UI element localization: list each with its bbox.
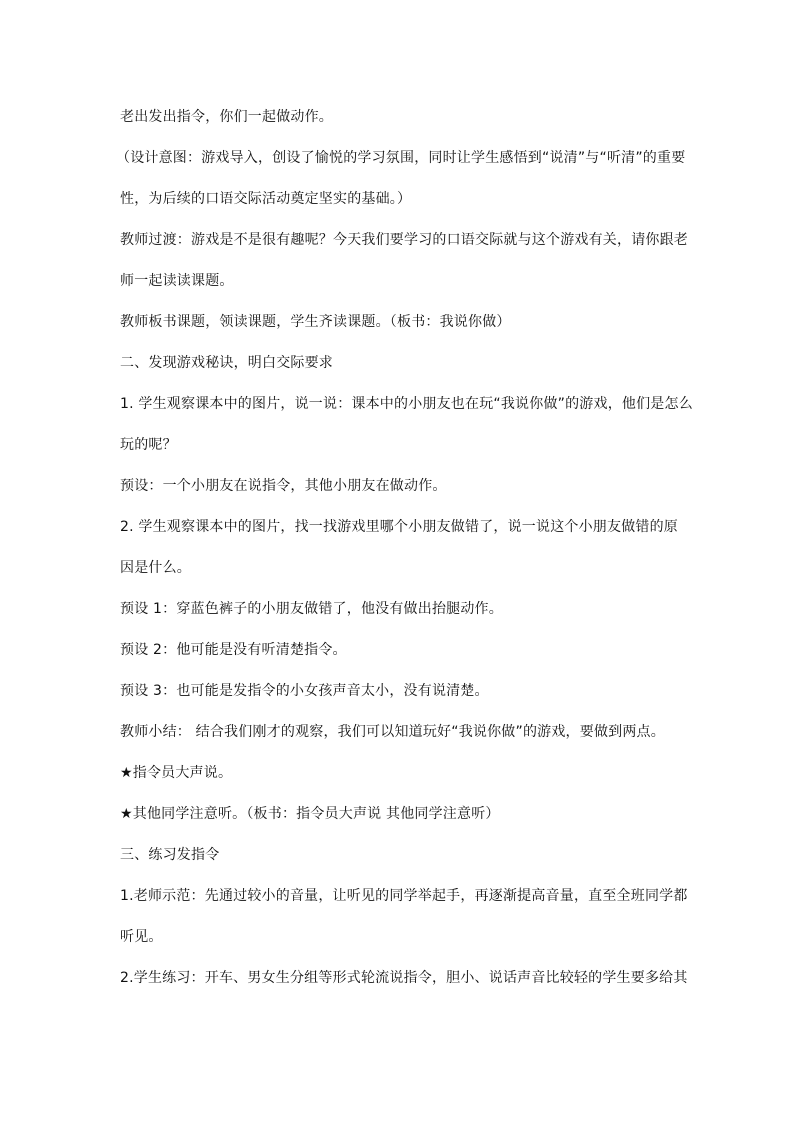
section-heading: 二、发现游戏秘诀，明白交际要求 [120,355,333,371]
text-line: 老出发出指令，你们一起做动作。 [120,109,333,125]
text-line: 预设 1：穿蓝色裤子的小朋友做错了，他没有做出抬腿动作。 [120,601,503,617]
text-line: 教师小结： 结合我们刚才的观察，我们可以知道玩好“我说你做”的游戏，要做到两点。 [120,724,665,740]
text-line: 1.老师示范：先通过较小的音量，让听见的同学举起手，再逐渐提高音量，直至全班同学都 [120,888,688,904]
bullet-line: ★其他同学注意听。（板书：指令员大声说 其他同学注意听） [120,806,500,822]
section-heading: 三、练习发指令 [120,847,220,863]
text-line: （设计意图：游戏导入，创设了愉悦的学习氛围，同时让学生感悟到“说清”与“听清”的重要 [116,150,686,166]
text-line: 师一起读读课题。 [120,273,234,289]
bullet-line: ★指令员大声说。 [120,765,233,781]
text-line: 教师过渡：游戏是不是很有趣呢？今天我们要学习的口语交际就与这个游戏有关，请你跟老 [120,232,688,248]
text-line: 因是什么。 [120,560,191,576]
text-line: 教师板书课题，领读课题，学生齐读课题。（板书：我说你做） [120,314,511,330]
text-line: 听见。 [120,929,163,945]
text-line: 预设 2：他可能是没有听清楚指令。 [120,642,347,658]
text-line: 2.学生练习：开车、男女生分组等形式轮流说指令，胆小、说话声音比较轻的学生要多给其 [120,970,688,986]
text-line: 预设 3：也可能是发指令的小女孩声音太小，没有说清楚。 [120,683,489,699]
text-line: 预设：一个小朋友在说指令，其他小朋友在做动作。 [120,478,447,494]
text-line: 性，为后续的口语交际活动奠定坚实的基础。） [120,191,412,207]
text-line: 1. 学生观察课本中的图片，说一说：课本中的小朋友也在玩“我说你做”的游戏，他们是怎么 [120,396,693,412]
text-line: 玩的呢？ [120,437,177,453]
text-line: 2. 学生观察课本中的图片，找一找游戏里哪个小朋友做错了，说一说这个小朋友做错的原 [120,519,679,535]
